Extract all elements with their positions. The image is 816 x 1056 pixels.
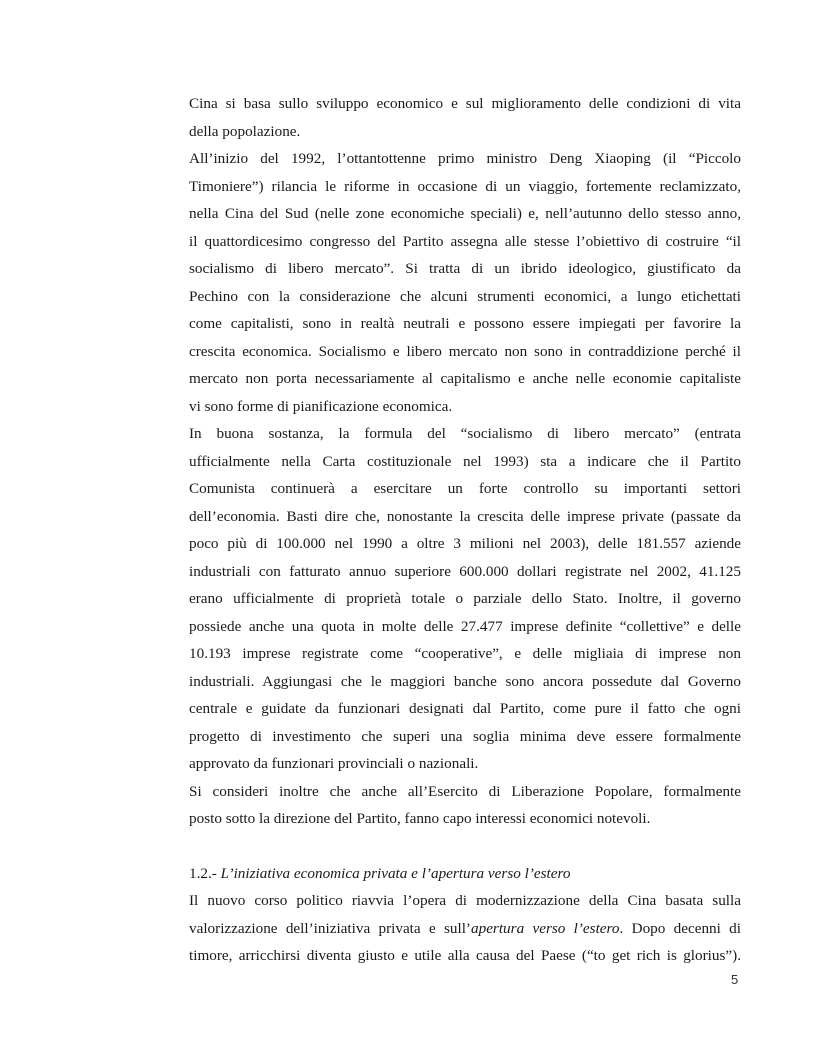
text-line: Si consideri inoltre che anche all’Esercito di Liberazione Popolare, formalmente (189, 782, 741, 800)
text-line: ufficialmente nella Carta costituzionale nel 1993) sta a indicare che il Partito (189, 452, 741, 470)
text-line: posto sotto la direzione del Partito, fanno capo interessi economici notevoli. (189, 810, 651, 827)
text-line: timore, arricchirsi diventa giusto e utile alla causa del Paese (“to get rich is glorius”). (189, 947, 741, 964)
text-line: della popolazione. (189, 122, 301, 140)
text-line: Comunista continuerà a esercitare un forte controllo su importanti settori (189, 480, 741, 497)
text-line: industriali con fatturato annuo superiore 600.000 dollari registrate nel 2002, 41.125 (189, 562, 741, 580)
text-line: il quattordicesimo congresso del Partito assegna alle stesse l’obiettivo di costruire “il (189, 232, 741, 250)
text-line: dell’economia. Basti dire che, nonostante la crescita delle imprese private (passate da (189, 507, 741, 525)
text-line: possiede anche una quota in molte delle 27.477 imprese definite “collettive” e delle (189, 617, 741, 635)
text-line: come capitalisti, sono in realtà neutrali e possono essere impiegati per favorire la (189, 315, 741, 332)
section-title: L’iniziativa economica privata e l’apertura verso l’estero (220, 864, 571, 882)
text-line: crescita economica. Socialismo e libero mercato non sono in contraddizione perché il (189, 342, 741, 360)
text-line: 10.193 imprese registrate come “cooperative”, e delle migliaia di imprese non (189, 645, 741, 662)
text-line: In buona sostanza, la formula del “socialismo di libero mercato” (entrata (189, 425, 741, 442)
section-spacer (189, 833, 741, 860)
text-line: Il nuovo corso politico riavvia l’opera di modernizzazione della Cina basata sulla (189, 892, 741, 909)
body-paragraphs (189, 90, 741, 833)
text-line: erano ufficialmente di proprietà totale o parziale dello Stato. Inoltre, il governo (189, 590, 741, 607)
section-number: 1.2.- (189, 864, 217, 882)
text-line: Pechino con la considerazione che alcuni strumenti economici, a lungo etichettati (189, 287, 741, 305)
paragraph (189, 145, 741, 420)
page-body (189, 90, 741, 970)
final-paragraph (189, 887, 741, 970)
text-run: . Dopo decenni di (619, 919, 741, 937)
text-run: valorizzazione dell’iniziativa privata e sull’ (189, 919, 471, 937)
text-line: Cina si basa sullo sviluppo economico e sul miglioramento delle condizioni di vita (189, 95, 741, 112)
text-line: vi sono forme di pianificazione economica. (189, 397, 453, 415)
text-line: mercato non porta necessariamente al capitalismo e anche nelle economie capitaliste (189, 370, 741, 387)
text-line: nella Cina del Sud (nelle zone economiche speciali) e, nell’autunno dello stesso anno, (189, 205, 741, 222)
page-number: 5 (731, 972, 739, 987)
text-line: centrale e guidate da funzionari designati dal Partito, come pure il fatto che ogni (189, 700, 741, 717)
text-line: Timoniere”) rilancia le riforme in occasione di un viaggio, fortemente reclamizzato, (189, 177, 741, 195)
section-heading (189, 860, 741, 888)
text-line (189, 915, 741, 943)
paragraph (189, 420, 741, 778)
text-line: progetto di investimento che superi una soglia minima deve essere formalmente (189, 727, 741, 745)
paragraph (189, 90, 741, 145)
italic-run: apertura verso l’estero (471, 919, 620, 937)
paragraph (189, 778, 741, 833)
text-line: industriali. Aggiungasi che le maggiori banche sono ancora possedute dal Governo (189, 672, 741, 690)
text-line: approvato da funzionari provinciali o nazionali. (189, 755, 479, 772)
text-line: socialismo di libero mercato”. Si tratta di un ibrido ideologico, giustificato da (189, 260, 741, 277)
text-line: All’inizio del 1992, l’ottantottenne primo ministro Deng Xiaoping (il “Piccolo (189, 150, 741, 167)
text-line: poco più di 100.000 nel 1990 a oltre 3 milioni nel 2003), delle 181.557 aziende (189, 535, 741, 552)
